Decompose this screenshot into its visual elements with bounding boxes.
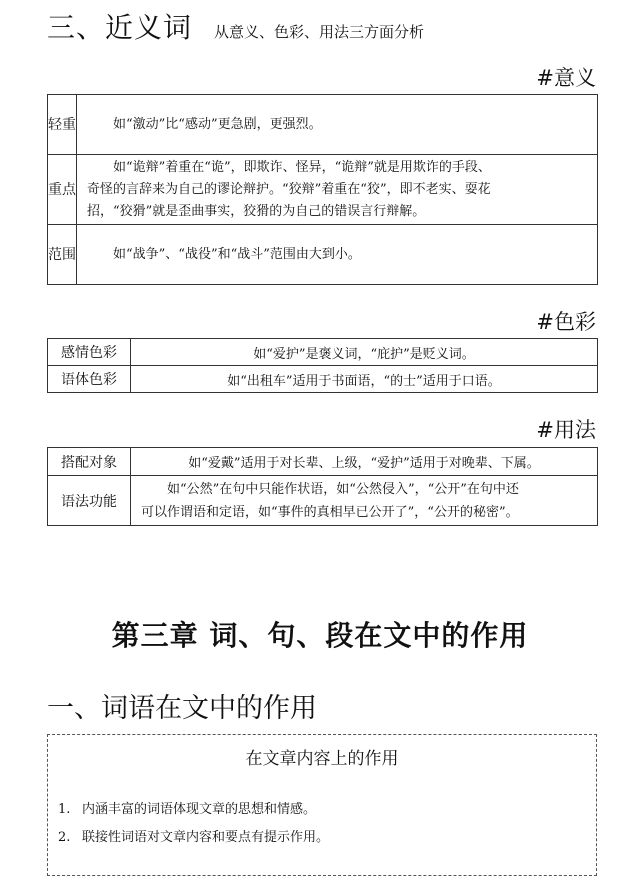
row-label: 重点 — [48, 155, 77, 225]
color-tag: #色彩 — [536, 310, 596, 334]
words-section-title: 一、词语在文中的作用 — [47, 693, 317, 724]
list-item — [58, 827, 329, 855]
section-title: 三、近义词 — [47, 11, 193, 44]
table-row — [48, 448, 598, 476]
row-text-line: 如“公然”在句中只能作状语，如“公然侵入”，“公开”在句中还 — [167, 481, 519, 497]
section-subtitle: 从意义、色彩、用法三方面分析 — [214, 23, 425, 41]
list-item — [58, 799, 329, 827]
meaning-table — [47, 94, 598, 285]
row-text: 如“爱护”是褒义词，“庇护”是贬义词。 — [131, 339, 598, 366]
section-heading — [47, 6, 424, 46]
table-row — [48, 155, 598, 225]
list-text: 联接性词语对文章内容和要点有提示作用。 — [82, 830, 330, 845]
table-row — [48, 95, 598, 155]
usage-table — [47, 447, 598, 526]
row-text — [131, 476, 598, 526]
list-number: 1. — [58, 802, 71, 817]
list-number: 2. — [58, 830, 71, 845]
row-label: 范围 — [48, 225, 77, 285]
row-text-line: 招，“狡猾”就是歪曲事实，狡猾的为自己的错误言行辩解。 — [87, 203, 426, 219]
table-row — [48, 225, 598, 285]
row-label: 语法功能 — [48, 476, 131, 526]
meaning-tag: #意义 — [536, 66, 596, 90]
row-text: 如“激动”比“感动”更急剧，更强烈。 — [77, 95, 598, 155]
row-text-line: 如“诡辩”着重在“诡”，即欺诈、怪异，“诡辩”就是用欺诈的手段、 — [113, 159, 491, 175]
chapter-title: 第三章 词、句、段在文中的作用 — [111, 619, 529, 652]
row-label: 搭配对象 — [48, 448, 131, 476]
row-label: 轻重 — [48, 95, 77, 155]
row-text: 如“爱戴”适用于对长辈、上级，“爱护”适用于对晚辈、下属。 — [131, 448, 598, 476]
row-text: 如“战争”、“战役”和“战斗”范围由大到小。 — [77, 225, 598, 285]
content-role-box — [47, 734, 597, 876]
row-label: 感情色彩 — [48, 339, 131, 366]
box-title: 在文章内容上的作用 — [245, 749, 399, 769]
list-text: 内涵丰富的词语体现文章的思想和情感。 — [82, 802, 317, 817]
row-text — [77, 155, 598, 225]
table-row — [48, 366, 598, 393]
table-row — [48, 476, 598, 526]
row-text: 如“出租车”适用于书面语，“的士”适用于口语。 — [131, 366, 598, 393]
row-label: 语体色彩 — [48, 366, 131, 393]
color-table — [47, 338, 598, 393]
role-list — [58, 799, 329, 855]
row-text-line: 奇怪的言辞来为自己的谬论辩护。“狡辩”着重在“狡”，即不老实、耍花 — [87, 181, 491, 197]
usage-tag: #用法 — [536, 418, 596, 442]
table-row — [48, 339, 598, 366]
row-text-line: 可以作谓语和定语，如“事件的真相早已公开了”，“公开的秘密”。 — [141, 504, 519, 520]
